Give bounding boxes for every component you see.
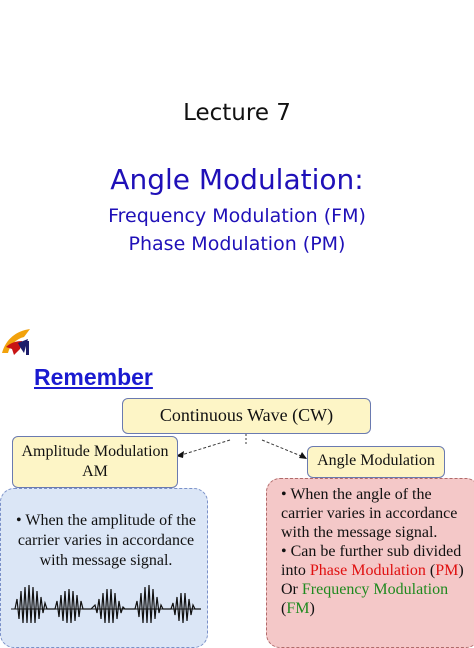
subtitle-pm: Phase Modulation (PM) xyxy=(128,233,346,255)
fm-open-paren: ( xyxy=(281,600,287,617)
pm-close-paren: ) xyxy=(458,562,464,579)
or-text: Or xyxy=(281,581,302,598)
lecture-label: Lecture 7 xyxy=(183,100,291,126)
subdivide-text: • Can be further sub divided into xyxy=(281,543,462,579)
subtitle-fm: Frequency Modulation (FM) xyxy=(108,205,366,227)
am-description-text: • When the amplitude of the carrier varies in accordance with message signal. xyxy=(16,512,196,569)
pm-abbreviation: PM xyxy=(435,562,459,579)
slide-title: Angle Modulation: xyxy=(110,163,364,196)
am-description-panel xyxy=(0,488,208,648)
am-box-line2: AM xyxy=(82,463,108,480)
angle-description-text-1: • When the angle of the carrier varies in accordance with the message signal. xyxy=(281,486,458,541)
fm-abbreviation: FM xyxy=(286,600,310,617)
phase-modulation-term: Phase Modulation xyxy=(309,562,426,579)
am-waveform-icon xyxy=(11,579,201,623)
remember-heading: Remember xyxy=(34,364,153,390)
angle-modulation-box: Angle Modulation xyxy=(307,446,445,478)
angle-description-text-3 xyxy=(281,580,473,618)
amplitude-modulation-box xyxy=(12,436,178,488)
frequency-modulation-term: Frequency Modulation xyxy=(301,581,449,598)
angle-description-text-2 xyxy=(281,542,473,580)
am-box-line1: Amplitude Modulation xyxy=(21,443,169,460)
angle-description-panel xyxy=(266,478,474,648)
fm-close-paren: ) xyxy=(309,600,315,617)
continuous-wave-box: Continuous Wave (CW) xyxy=(122,398,371,434)
pm-open-paren: ( xyxy=(425,562,436,579)
